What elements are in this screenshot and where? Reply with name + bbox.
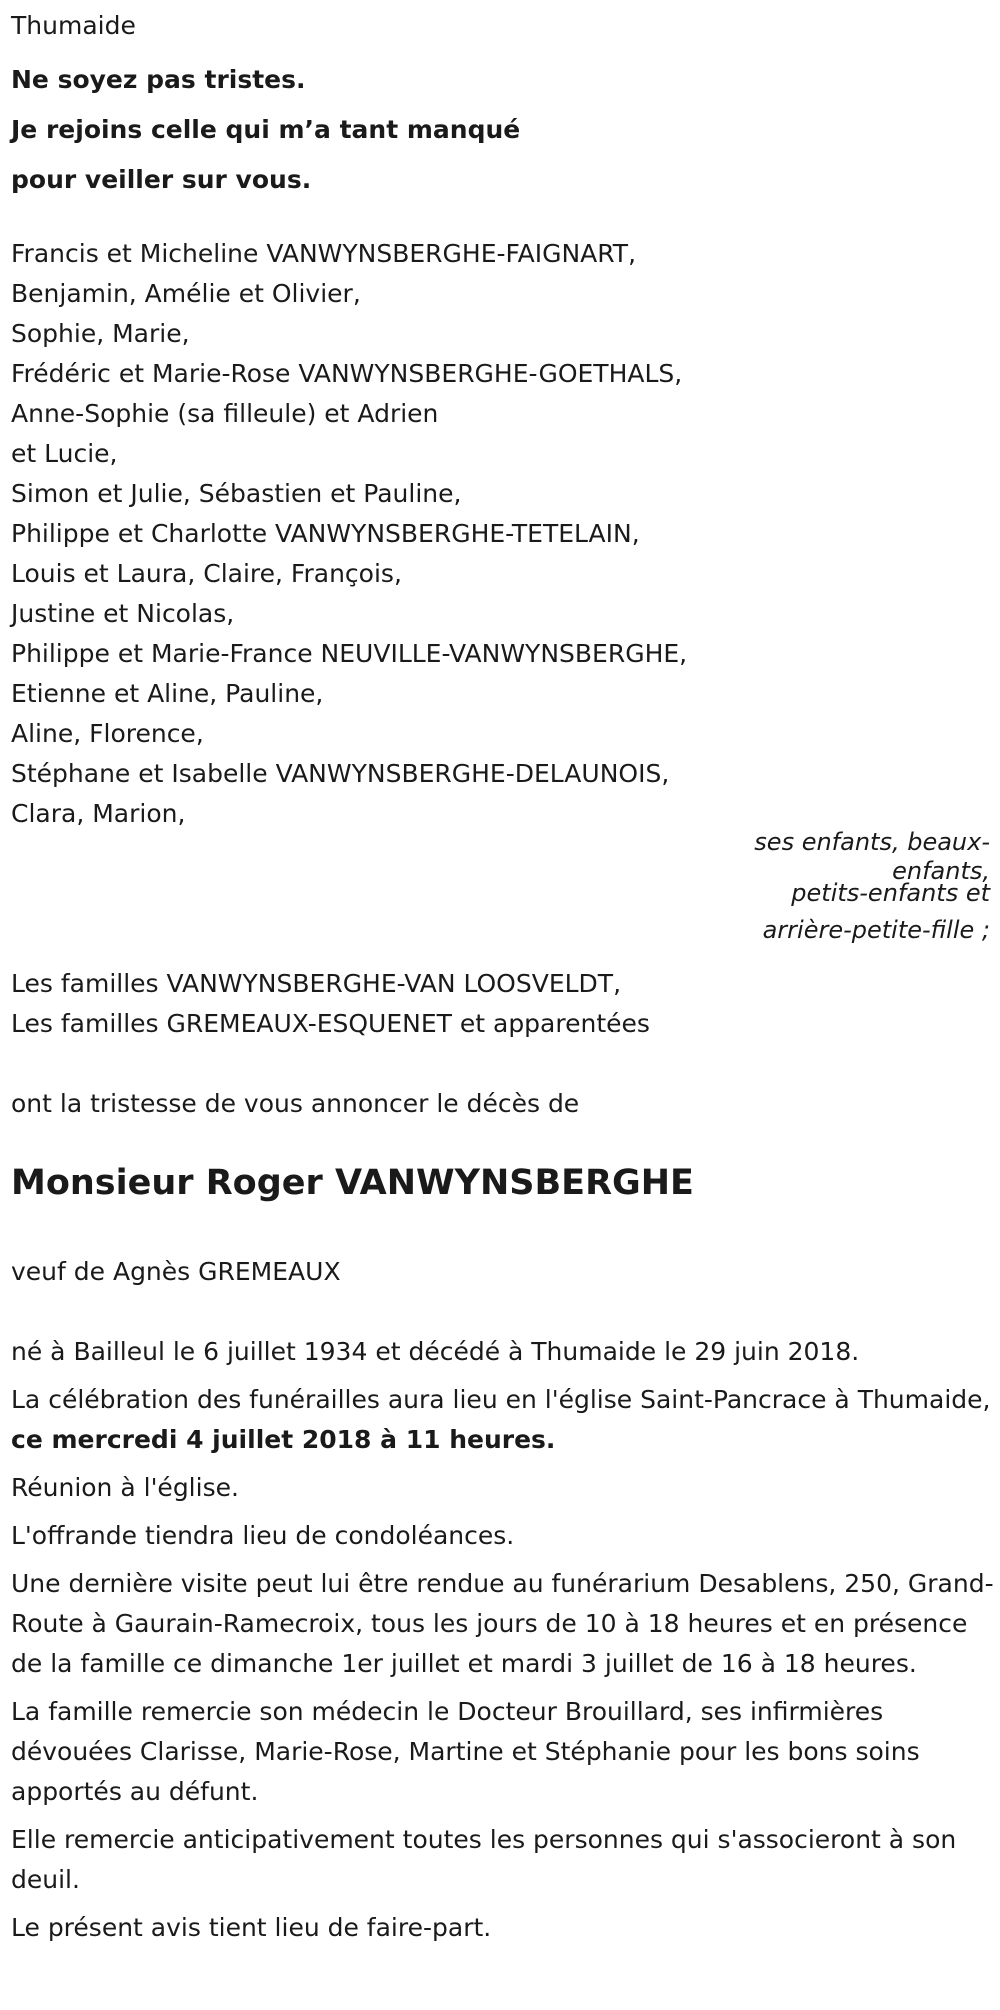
family-line: Aline, Florence, [11, 719, 204, 748]
relation-line: petits-enfants et [791, 879, 990, 907]
birth-death-dates: né à Bailleul le 6 juillet 1934 et décédé à Thumaide le 29 juin 2018. [11, 1337, 860, 1366]
family-line: Simon et Julie, Sébastien et Pauline, [11, 479, 462, 508]
visit-info: Une dernière visite peut lui être rendue au funérarium Desablens, 250, Grand-Route à Gaurain-Ramecroix, tous les jours de 10 à 18 heures et en présence de la famille ce dimanche 1er juillet et mardi 3 juillet de 16 à 18 heures. [11, 1569, 994, 1678]
family-line: Clara, Marion, [11, 799, 186, 828]
funeral-info [11, 1380, 996, 1460]
family-line: Stéphane et Isabelle VANWYNSBERGHE-DELAUNOIS, [11, 759, 670, 788]
families-line: Les familles VANWYNSBERGHE-VAN LOOSVELDT, [11, 969, 622, 998]
announcement-text: ont la tristesse de vous annoncer le décès de [11, 1089, 580, 1118]
family-line: Francis et Micheline VANWYNSBERGHE-FAIGNART, [11, 239, 637, 268]
funeral-text: La célébration des funérailles aura lieu en l'église Saint-Pancrace à Thumaide, [11, 1385, 991, 1414]
family-line: Frédéric et Marie-Rose VANWYNSBERGHE-GOETHALS, [11, 359, 683, 388]
obituary-details [11, 1332, 996, 1956]
family-list [11, 234, 687, 834]
offering-info: L'offrande tiendra lieu de condoléances. [11, 1521, 515, 1550]
family-line: Philippe et Charlotte VANWYNSBERGHE-TETELAIN, [11, 519, 640, 548]
family-line: Philippe et Marie-France NEUVILLE-VANWYNSBERGHE, [11, 639, 688, 668]
relation-line: ses enfants, beaux- [754, 828, 990, 856]
notice: Le présent avis tient lieu de faire-part. [11, 1913, 492, 1942]
family-line: Etienne et Aline, Pauline, [11, 679, 324, 708]
family-line: Sophie, Marie, [11, 319, 190, 348]
poem [11, 55, 520, 205]
family-line: Benjamin, Amélie et Olivier, [11, 279, 361, 308]
thanks-doctor: La famille remercie son médecin le Docteur Brouillard, ses infirmières dévouées Clarisse, Marie-Rose, Martine et Stéphanie pour les bons soins apportés au défunt. [11, 1697, 920, 1806]
relation-caption [690, 822, 990, 950]
relation-line: enfants, [892, 857, 990, 885]
family-line: Louis et Laura, Claire, François, [11, 559, 402, 588]
funeral-date: ce mercredi 4 juillet 2018 à 11 heures. [11, 1425, 556, 1454]
poem-line: pour veiller sur vous. [11, 165, 312, 194]
family-line: Anne-Sophie (sa filleule) et Adrien [11, 399, 439, 428]
families-line: Les familles GREMEAUX-ESQUENET et apparentées [11, 1009, 650, 1038]
deceased-name: Monsieur Roger VANWYNSBERGHE [11, 1163, 694, 1203]
thanks-all: Elle remercie anticipativement toutes les personnes qui s'associeront à son deuil. [11, 1825, 957, 1894]
family-line: et Lucie, [11, 439, 118, 468]
meeting-info: Réunion à l'église. [11, 1473, 239, 1502]
place-name: Thumaide [11, 11, 136, 40]
widower-of: veuf de Agnès GREMEAUX [11, 1257, 341, 1286]
extended-families [11, 964, 650, 1044]
poem-line: Je rejoins celle qui m’a tant manqué [11, 115, 521, 144]
family-line: Justine et Nicolas, [11, 599, 235, 628]
relation-line: arrière-petite-fille ; [762, 916, 990, 944]
poem-line: Ne soyez pas tristes. [11, 65, 306, 94]
